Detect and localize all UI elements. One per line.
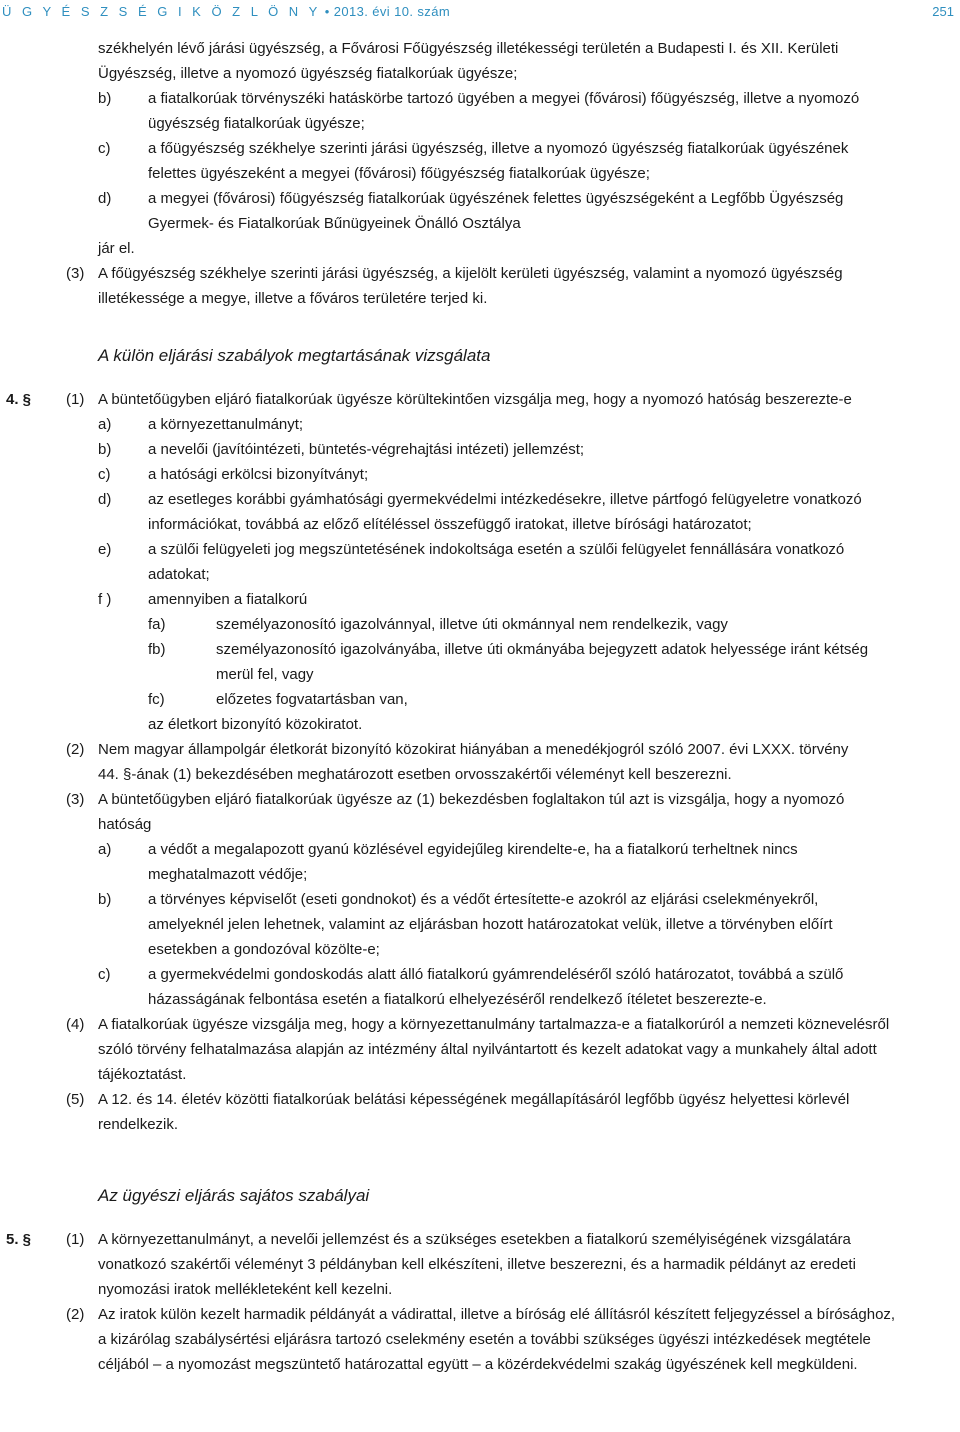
sub-item (0, 687, 960, 712)
text-line (0, 1277, 960, 1302)
line-text: adatokat; (148, 566, 210, 583)
line-text: tájékoztatást. (98, 1066, 187, 1083)
item-label: b) (98, 891, 112, 908)
paragraph-number: (2) (66, 741, 85, 758)
text-line (0, 1252, 960, 1277)
item-label: fb) (148, 641, 166, 658)
line-text: A büntetőügyben eljáró fiatalkorúak ügyésze az (1) bekezdésben foglaltakon túl azt is vizsgálja, hogy a nyomozó (98, 791, 845, 808)
text-line (0, 812, 960, 837)
item-label: c) (98, 966, 111, 983)
line-text: információkat, továbbá az előző elítéléssel összefüggő iratokat, illetve bírósági határozatot; (148, 516, 752, 533)
paragraph (0, 1227, 960, 1252)
line-text: meghatalmazott védője; (148, 866, 308, 883)
header-bullet: • (324, 4, 330, 19)
paragraph-number: (3) (66, 791, 85, 808)
line-text: esetekben a gondozóval közölte-e; (148, 941, 380, 958)
line-text: Gyermek- és Fiatalkorúak Bűnügyeinek Önálló Osztálya (148, 215, 521, 232)
text-line (0, 1112, 960, 1137)
line-text: felettes ügyészeként a megyei (fővárosi) főügyészség fiatalkorúak ügyésze; (148, 165, 650, 182)
line-text: A főügyészség székhelye szerinti járási ügyészség, a kijelölt kerületi ügyészség, valamint a nyomozó ügyészség (98, 265, 843, 282)
list-item (0, 587, 960, 612)
line-text: a fiatalkorúak törvényszéki hatáskörbe tartozó ügyében a megyei (fővárosi) főügyészség, illetve a nyomozó (148, 90, 860, 107)
item-label: c) (98, 466, 111, 483)
line-text: a környezettanulmányt; (148, 416, 304, 433)
journal-title: Ü G Y É S Z S É G I K Ö Z L Ö N Y (2, 4, 321, 19)
item-label: c) (98, 140, 111, 157)
spacer (0, 1137, 960, 1183)
line-text: 44. §-ának (1) bekezdésében meghatározott esetben orvosszakértői véleményt kell beszerezni. (98, 766, 732, 783)
paragraph-number: (1) (66, 1231, 85, 1248)
line-text: személyazonosító igazolványába, illetve úti okmányába bejegyzett adatok helyessége iránt kétség (216, 641, 869, 658)
line-text: a védőt a megalapozott gyanú közlésével egyidejűleg kirendelte-e, ha a fiatalkorú terheltnek nincs (148, 841, 798, 858)
line-text: jár el. (98, 240, 135, 257)
document-body (0, 36, 960, 1377)
text-line (0, 161, 960, 186)
line-text: vonatkozó szakértői véleményt 3 példányban kell elkészíteni, illetve beszerezni, és a harmadik példányt az eredeti (98, 1256, 856, 1273)
paragraph-number: (1) (66, 391, 85, 408)
line-text: a megyei (fővárosi) főügyészség fiatalkorúak ügyészének felettes ügyészségeként a Legfőbb Ügyészség (148, 190, 844, 207)
text-line (0, 987, 960, 1012)
line-text: amennyiben a fiatalkorú (148, 591, 308, 608)
section-heading: Az ügyészi eljárás sajátos szabályai (98, 1186, 370, 1205)
line-text: a törvényes képviselőt (eseti gondnokot) és a védőt értesítette-e azokról az eljárási cselekményekről, (148, 891, 819, 908)
line-text: székhelyén lévő járási ügyészség, a Fővárosi Főügyészség illetékességi területén a Budapesti I. és XII. Kerületi (98, 40, 839, 57)
item-label: a) (98, 416, 112, 433)
item-label: b) (98, 90, 112, 107)
item-label: a) (98, 841, 112, 858)
line-text: A 12. és 14. életév közötti fiatalkorúak belátási képességének megállapításáról legfőbb ügyész helyettesi körlevél (98, 1091, 850, 1108)
section-heading: A külön eljárási szabályok megtartásának vizsgálata (98, 346, 491, 365)
text-line (0, 61, 960, 86)
paragraph-number: (5) (66, 1091, 85, 1108)
page-header (0, 4, 960, 22)
item-label: b) (98, 441, 112, 458)
line-text: Ügyészség, illetve a nyomozó ügyészség fiatalkorúak ügyésze; (98, 65, 518, 82)
line-text: az életkort bizonyító közokiratot. (148, 716, 363, 733)
spacer (0, 1209, 960, 1227)
closing-text (0, 236, 960, 261)
line-text: előzetes fogvatartásban van, (216, 691, 408, 708)
line-text: A büntetőügyben eljáró fiatalkorúak ügyésze körültekintően vizsgálja meg, hogy a nyomozó hatóság beszerezte-e (98, 391, 852, 408)
line-text: a kizárólag szabálysértési eljárásra tartozó cselekmény esetén a további szükséges ügyészi intézkedések megtétele (98, 1331, 871, 1348)
paragraph (0, 1302, 960, 1327)
paragraph-number: (2) (66, 1306, 85, 1323)
line-text: hatóság (98, 816, 152, 833)
list-item (0, 887, 960, 912)
text-line (0, 1062, 960, 1087)
paragraph-number: (3) (66, 265, 85, 282)
paragraph (0, 261, 960, 286)
text-line (0, 1327, 960, 1352)
text-line (0, 211, 960, 236)
list-item (0, 962, 960, 987)
section-number: 5. § (6, 1231, 32, 1248)
line-text: a főügyészség székhelye szerinti járási ügyészség, illetve a nyomozó ügyészség fiatalkorúak ügyészének (148, 140, 849, 157)
line-text: A környezettanulmányt, a nevelői jellemzést és a szükséges esetekben a fiatalkorú személyiségének vizsgálatára (98, 1231, 851, 1248)
line-text: a gyermekvédelmi gondoskodás alatt álló fiatalkorú gyámrendeléséről szóló határozatot, továbbá a szülő (148, 966, 844, 983)
list-item (0, 487, 960, 512)
line-text: házasságának felbontása esetén a fiatalkorú elhelyezéséről rendelkező ítéletet beszerezte-e. (148, 991, 767, 1008)
item-label: fa) (148, 616, 166, 633)
text-line (0, 937, 960, 962)
line-text: személyazonosító igazolvánnyal, illetve úti okmánnyal nem rendelkezik, vagy (216, 616, 728, 633)
item-label: d) (98, 190, 112, 207)
text-line (0, 912, 960, 937)
line-text: illetékessége a megye, illetve a főváros területére terjed ki. (98, 290, 488, 307)
paragraph (0, 1012, 960, 1037)
line-text: Az iratok külön kezelt harmadik példányát a vádirattal, illetve a bíróság elé állításról készített feljegyzéssel a bírósághoz, (98, 1306, 896, 1323)
item-label: fc) (148, 691, 165, 708)
tail-text (0, 712, 960, 737)
journal-info (2, 4, 450, 19)
line-text: a hatósági erkölcsi bizonyítványt; (148, 466, 369, 483)
text-line (0, 36, 960, 61)
list-item (0, 86, 960, 111)
line-text: A fiatalkorúak ügyésze vizsgálja meg, hogy a környezettanulmány tartalmazza-e a fiatalkorúról a nemzeti köznevelésről (98, 1016, 890, 1033)
paragraph-number: (4) (66, 1016, 85, 1033)
line-text: nyomozási iratok mellékleteként kell kezelni. (98, 1281, 393, 1298)
text-line (0, 512, 960, 537)
text-line (0, 662, 960, 687)
text-line (0, 111, 960, 136)
paragraph (0, 737, 960, 762)
issue-label: 2013. évi 10. szám (333, 4, 451, 19)
text-line (0, 286, 960, 311)
list-item (0, 462, 960, 487)
paragraph (0, 787, 960, 812)
list-item (0, 412, 960, 437)
paragraph (0, 387, 960, 412)
line-text: Nem magyar állampolgár életkorát bizonyító közokirat hiányában a menedékjogról szóló 2007. évi LXXX. törvény (98, 741, 849, 758)
list-item (0, 537, 960, 562)
text-line (0, 862, 960, 887)
line-text: a szülői felügyeleti jog megszüntetésének indokoltsága esetén a szülői felügyelet fennállására vonatkozó (148, 541, 845, 558)
line-text: rendelkezik. (98, 1116, 179, 1133)
line-text: szóló törvény felhatalmazása alapján az intézmény által nyilvántartott és kezelt adatokat vagy a munkahely által adott (98, 1041, 877, 1058)
text-line (0, 562, 960, 587)
sub-item (0, 612, 960, 637)
line-text: céljából – a nyomozást megszüntető határozattal együtt – a közérdekvédelmi szakág ügyészének kell megküldeni. (98, 1356, 858, 1373)
text-line (0, 1352, 960, 1377)
item-label: e) (98, 541, 112, 558)
paragraph (0, 1087, 960, 1112)
spacer (0, 311, 960, 343)
list-item (0, 186, 960, 211)
list-item (0, 437, 960, 462)
line-text: amelyeknél jelen lehetnek, valamint az eljárásban hozott határozatokat velük, illetve a törvényben előírt (148, 916, 833, 933)
line-text: az esetleges korábbi gyámhatósági gyermekvédelmi intézkedésekre, illetve pártfogó felügyeletre vonatkozó (148, 491, 862, 508)
list-item (0, 136, 960, 161)
sub-item (0, 637, 960, 662)
line-text: a nevelői (javítóintézeti, büntetés-végrehajtási intézeti) jellemzést; (148, 441, 585, 458)
section-number: 4. § (6, 391, 32, 408)
page-number: 251 (932, 4, 954, 19)
item-label: d) (98, 491, 112, 508)
item-label: f ) (98, 591, 112, 608)
line-text: merül fel, vagy (216, 666, 314, 683)
text-line (0, 1037, 960, 1062)
line-text: ügyészség fiatalkorúak ügyésze; (148, 115, 365, 132)
list-item (0, 837, 960, 862)
text-line (0, 762, 960, 787)
spacer (0, 369, 960, 387)
